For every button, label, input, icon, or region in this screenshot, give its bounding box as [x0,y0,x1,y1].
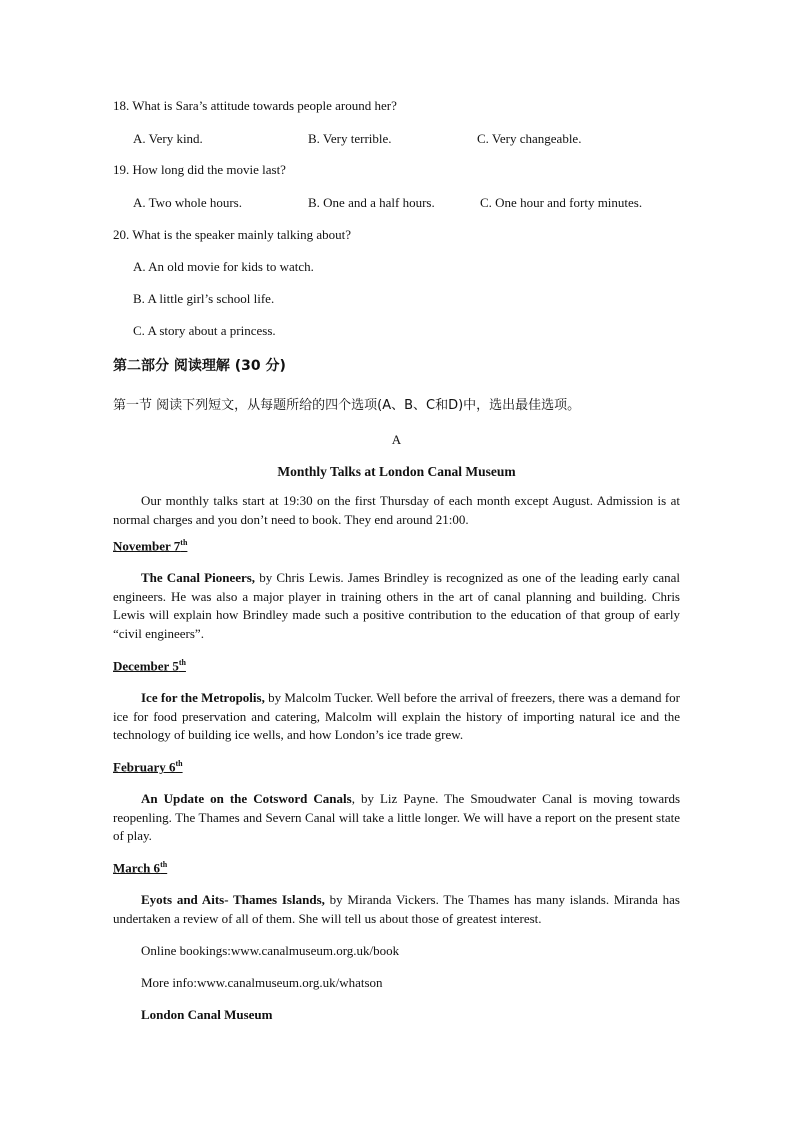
talk-title: The Canal Pioneers, [141,570,256,585]
q19-option-b: B. One and a half hours. [308,195,435,210]
talk-date [113,860,167,876]
date-text: December 5 [113,658,179,674]
q18-option-a: A. Very kind. [133,131,203,146]
q20-option-c: C. A story about a princess. [133,323,276,338]
talk-description [113,689,680,745]
passage-letter: A [391,432,402,447]
section-instruction: 第一节 阅读下列短文，从每题所给的四个选项(A、B、C和D)中，选出最佳选项。 [113,398,581,413]
question-number: 19. [113,162,130,177]
museum-signature: London Canal Museum [141,1007,273,1022]
question-number: 18. [113,98,130,113]
online-bookings-link[interactable]: Online bookings:www.canalmuseum.org.uk/book [141,943,400,958]
question-19 [113,162,286,178]
talk-title: An Update on the Cotsword Canals [141,791,352,806]
q19-option-a: A. Two whole hours. [133,195,242,210]
talk-description [113,790,680,846]
q18-option-c: C. Very changeable. [477,131,582,146]
talk-date [113,538,187,554]
talk-title: Eyots and Aits- Thames Islands, [141,892,325,907]
passage-intro: Our monthly talks start at 19:30 on the first Thursday of each month except August. Admission is at normal charges and you don’t need to book. They end around 21:00. [113,493,680,527]
question-number: 20. [113,227,130,242]
question-text: What is Sara’s attitude towards people around her? [132,98,397,113]
question-18 [113,98,397,114]
talk-body: by Miranda Vickers. The Thames has many islands. Miranda has undertaken a review of all of them. She will tell us about those of greatest interest. [113,892,680,926]
passage-title: Monthly Talks at London Canal Museum [277,464,516,479]
q20-option-b: B. A little girl’s school life. [133,291,275,306]
talk-body: by Malcolm Tucker. Well before the arrival of freezers, there was a demand for ice for food preservation and catering, Malcolm will explain the history of importing natural ice and the technology of building ice wells, and how London’s ice trade grew. [113,690,680,742]
talk-title: Ice for the Metropolis, [141,690,265,705]
question-text: What is the speaker mainly talking about? [132,227,352,242]
more-info-link[interactable]: More info:www.canalmuseum.org.uk/whatson [141,975,383,990]
question-20 [113,227,351,243]
date-suffix: th [178,658,186,667]
talk-date [113,759,183,775]
date-suffix: th [175,759,183,768]
talk-body: , by Liz Payne. The Smoudwater Canal is moving towards reopenling. The Thames and Severn Canal will take a little longer. We will have a report on the present state of play. [113,791,681,843]
date-suffix: th [180,538,188,547]
question-text: How long did the movie last? [132,162,286,177]
q20-option-a: A. An old movie for kids to watch. [133,259,314,274]
talk-description [113,569,680,643]
date-suffix: th [160,860,168,869]
date-text: November 7 [113,538,181,554]
q19-option-c: C. One hour and forty minutes. [480,195,643,210]
date-text: March 6 [113,860,161,876]
talk-date [113,658,186,674]
q18-option-b: B. Very terrible. [308,131,392,146]
talk-body: by Chris Lewis. James Brindley is recognized as one of the leading early canal engineers. He was also a major player in training others in the art of canal planning and building. Chris Lewis will explain how Brindley made such a positive contribution to the education of that group of early “civil engineers”. [113,570,680,641]
date-text: February 6 [113,759,176,775]
section-heading: 第二部分 阅读理解 (30 分) [113,358,286,374]
talk-description [113,891,680,928]
